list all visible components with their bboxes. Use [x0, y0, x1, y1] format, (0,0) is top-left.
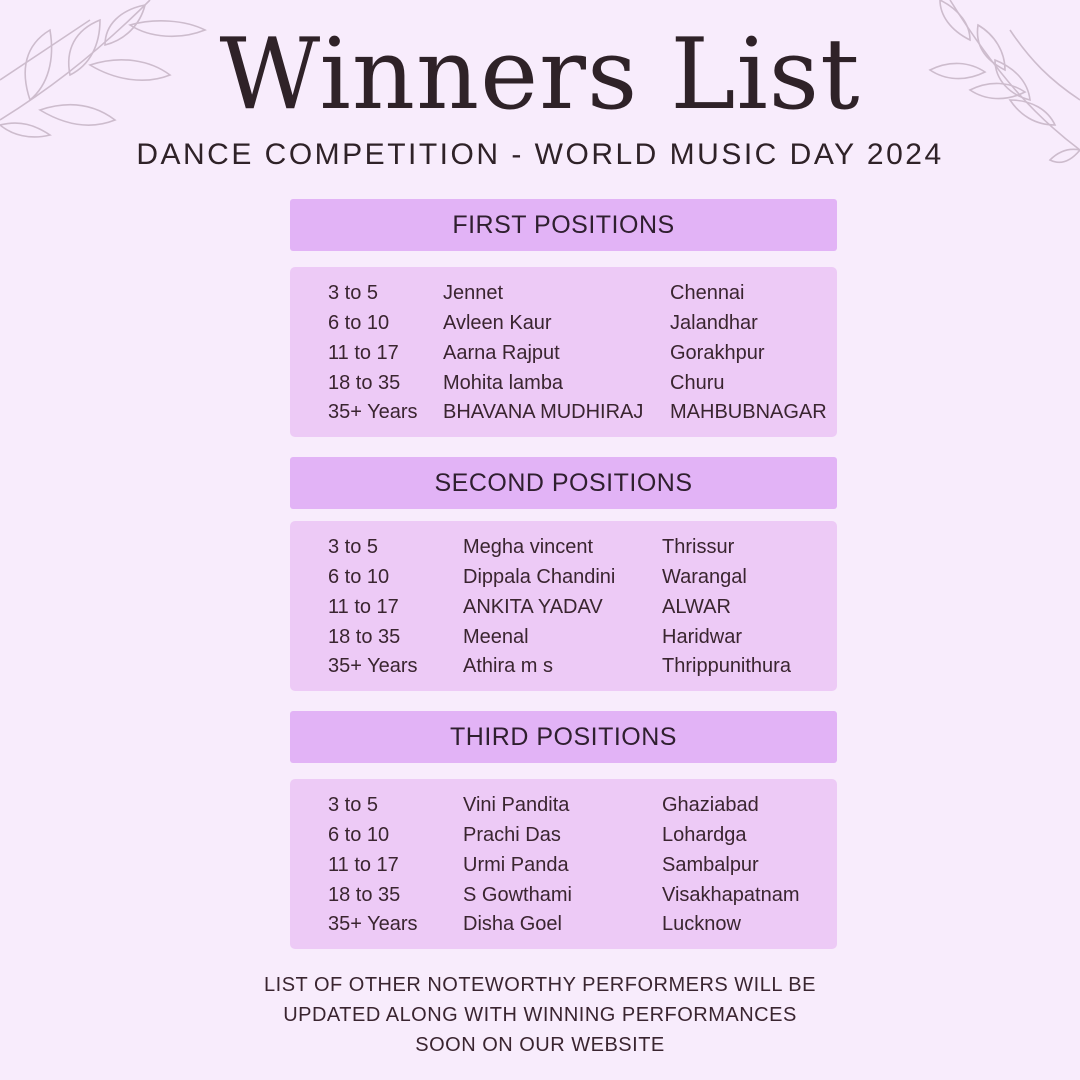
section-header-first: FIRST POSITIONS: [290, 199, 837, 251]
table-row: [290, 536, 850, 566]
winner-city: Thrippunithura: [662, 655, 791, 677]
winners-table-third: [290, 779, 837, 949]
age-group: 3 to 5: [328, 282, 379, 304]
winner-city: Haridwar: [662, 626, 743, 648]
age-group: 6 to 10: [328, 312, 390, 334]
table-row: [290, 566, 850, 596]
table-row: [290, 655, 850, 685]
table-row: [290, 401, 850, 431]
age-group: 6 to 10: [328, 566, 390, 588]
age-group: 18 to 35: [328, 884, 401, 906]
age-group: 11 to 17: [328, 342, 399, 364]
age-group: 18 to 35: [328, 372, 401, 394]
age-group: 11 to 17: [328, 596, 399, 618]
table-row: [290, 854, 850, 884]
footer-line: UPDATED ALONG WITH WINNING PERFORMANCES: [283, 1004, 797, 1026]
winner-city: MAHBUBNAGAR: [670, 401, 827, 423]
table-row: [290, 884, 850, 914]
winner-name: Meenal: [463, 626, 529, 648]
winner-name: Urmi Panda: [463, 854, 569, 876]
table-row: [290, 824, 850, 854]
winner-name: Aarna Rajput: [443, 342, 560, 364]
age-group: 3 to 5: [328, 536, 379, 558]
page-title: Winners List: [219, 18, 861, 132]
winner-city: Gorakhpur: [670, 342, 765, 364]
age-group: 35+ Years: [328, 913, 418, 935]
table-row: [290, 282, 850, 312]
footer-note: [0, 970, 1080, 1060]
winner-name: Athira m s: [463, 655, 554, 677]
winner-city: Churu: [670, 372, 725, 394]
winner-name: Avleen Kaur: [443, 312, 552, 334]
age-group: 35+ Years: [328, 401, 418, 423]
page-subtitle: DANCE COMPETITION - WORLD MUSIC DAY 2024: [136, 138, 944, 171]
table-row: [290, 372, 850, 402]
table-row: [290, 342, 850, 372]
winner-name: Megha vincent: [463, 536, 594, 558]
section-header-second: SECOND POSITIONS: [290, 457, 837, 509]
winner-name: Dippala Chandini: [463, 566, 616, 588]
winner-city: Lohardga: [662, 824, 747, 846]
winner-name: Mohita lamba: [443, 372, 564, 394]
age-group: 6 to 10: [328, 824, 390, 846]
table-row: [290, 794, 850, 824]
winner-name: ANKITA YADAV: [463, 596, 603, 618]
footer-line: LIST OF OTHER NOTEWORTHY PERFORMERS WILL BE: [264, 974, 816, 996]
winner-city: Lucknow: [662, 913, 741, 935]
winner-city: Sambalpur: [662, 854, 759, 876]
winner-city: Chennai: [670, 282, 745, 304]
table-row: [290, 626, 850, 656]
winner-name: S Gowthami: [463, 884, 572, 906]
table-row: [290, 913, 850, 943]
winner-city: ALWAR: [662, 596, 731, 618]
winner-name: Vini Pandita: [463, 794, 570, 816]
winners-table-second: [290, 521, 837, 691]
winner-city: Visakhapatnam: [662, 884, 800, 906]
table-row: [290, 596, 850, 626]
winner-name: Disha Goel: [463, 913, 562, 935]
winner-city: Ghaziabad: [662, 794, 759, 816]
winners-table-first: [290, 267, 837, 437]
winner-name: BHAVANA MUDHIRAJ: [443, 401, 644, 423]
winner-city: Thrissur: [662, 536, 735, 558]
winner-city: Warangal: [662, 566, 747, 588]
age-group: 35+ Years: [328, 655, 418, 677]
age-group: 11 to 17: [328, 854, 399, 876]
table-row: [290, 312, 850, 342]
footer-line: SOON ON OUR WEBSITE: [415, 1034, 665, 1056]
winner-city: Jalandhar: [670, 312, 758, 334]
age-group: 3 to 5: [328, 794, 379, 816]
winner-name: Jennet: [443, 282, 504, 304]
winner-name: Prachi Das: [463, 824, 561, 846]
age-group: 18 to 35: [328, 626, 401, 648]
section-header-third: THIRD POSITIONS: [290, 711, 837, 763]
